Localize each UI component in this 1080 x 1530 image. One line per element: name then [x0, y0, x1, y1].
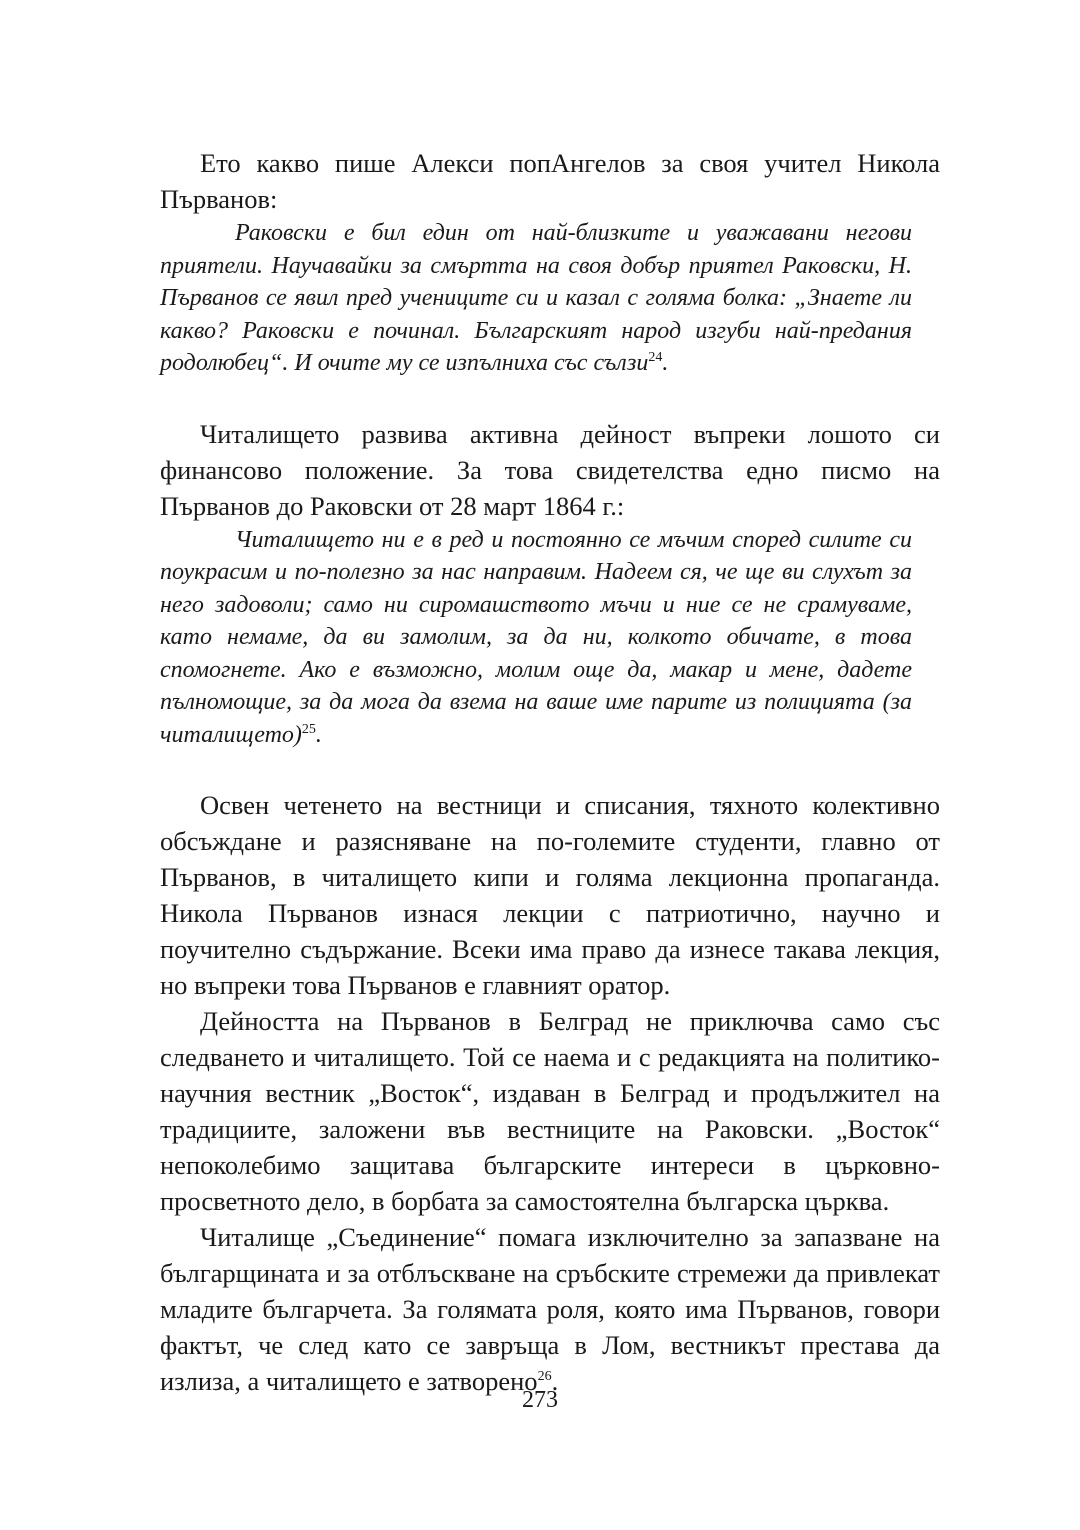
paragraph-activity — [160, 1003, 940, 1219]
paragraph-reading-text: Освен четенето на вестници и списания, тяхното колективно обсъждане и разясняване на по-големите студенти, главно от Първанов, в читалището кипи и голяма лекционна пропаганда. Никола Първанов изнася лекции с патриотично, научно и поучително съдържание. Всеки има право да изнесе такава лекция, но въпреки това Първанов е главният оратор. — [160, 790, 940, 1000]
quote-letter: Читалището ни е в ред и постоянно се мъчим според силите си поукрасим и по-полезно за нас направим. Надеем ся, че ще ви слухът за него задоволи; само ни сиромашството мъчи и ние се не срамуваме, като немаме, да ви замолим, за да ни, колкото обичате, в това спомогнете. Ако е възможно, молим още да, макар и мене, дадете пълномощие, за да мога да взема на ваше име парите из полицията (за читалището)$^{25}$. — [160, 526, 912, 748]
footnote-ref-24[interactable]: 24 — [648, 350, 663, 365]
paragraph-intro — [160, 145, 940, 217]
quote-rakovski: Раковски е бил един от най-близките и уважавани негови приятели. Научавайки за смъртта на своя добър приятел Раковски, Н. Първанов се явил пред учениците си и казал с голяма болка: „Знаете ли какво? Раковски е починал. Българският народ изгуби най-предания родолюбец“. И очите му се изпълниха със сълзи$^{24}$. — [160, 220, 912, 376]
quote-rakovski-text: Раковски е бил един от най-близките и уважавани негови приятели. Научавайки за смъртта на своя добър приятел Раковски, Н. Първанов се явил пред учениците си и казал с голяма болка: „Знаете ли какво? Раковски е починал. Българският народ изгуби най-предания родолюбец“. И очите му се изпълниха със сълзи — [160, 220, 912, 376]
quote-letter-text: Читалището ни е в ред и постоянно се мъчим според силите си поукрасим и по-полезно за нас направим. Надеем ся, че ще ви слухът за него задоволи; само ни сиромашството мъчи и ние се не срамуваме, като немаме, да ви замолим, за да ни, колкото обичате, в това спомогнете. Ако е възможно, молим още да, макар и мене, дадете пълномощие, за да мога да взема на ваше име парите из полицията (за читалището) — [160, 526, 912, 748]
footnote-ref-25[interactable]: 25 — [301, 721, 316, 737]
quote-rakovski-block — [160, 217, 912, 380]
paragraph-reading — [160, 787, 940, 1003]
paragraph-intro-text: Ето какво пише Алекси попАнгелов за своя учител Никола Първанов: — [160, 148, 940, 214]
spacer — [160, 380, 940, 416]
paragraph-chitalishte — [160, 416, 940, 524]
paragraph-union: Читалище „Съединение“ помага изключително за запазване на българщината и за отблъскване на сръбските стремежи да привлекат младите българчета. За голямата роля, която има Първанов, говори фактът, че след като се завръща в Лом, вестникът престава да излиза, а читалището е затворено$^{26}$. — [160, 1222, 940, 1396]
spacer — [160, 751, 940, 787]
page-number: 273 — [522, 1387, 558, 1413]
quote-letter-block — [160, 524, 912, 752]
paragraph-chitalishte-text: Читалището развива активна дейност въпреки лошото си финансово положение. За това свидетелства едно писмо на Първанов до Раковски от 28 март 1864 г.: — [160, 418, 940, 521]
paragraph-union-text: Читалище „Съединение“ помага изключително за запазване на българщината и за отблъскване на сръбските стремежи да привлекат младите българчета. За голямата роля, която има Първанов, говори фактът, че след като се завръща в Лом, вестникът престава да излиза, а читалището е затворено — [160, 1222, 940, 1396]
paragraph-activity-text: Дейността на Първанов в Белград не приключва само със следването и читалището. Той се наема и с редакцията на политико-научния вестник „Восток“, издаван в Белград и продължител на традициите, заложени във вестниците на Раковски. „Восток“ непоколебимо защитава българските интереси в църковно-просветното дело, в борбата за самостоятелна българска църква. — [160, 1006, 940, 1216]
main-text — [160, 145, 940, 1399]
footnote-ref-26[interactable]: 26 — [537, 1369, 552, 1385]
